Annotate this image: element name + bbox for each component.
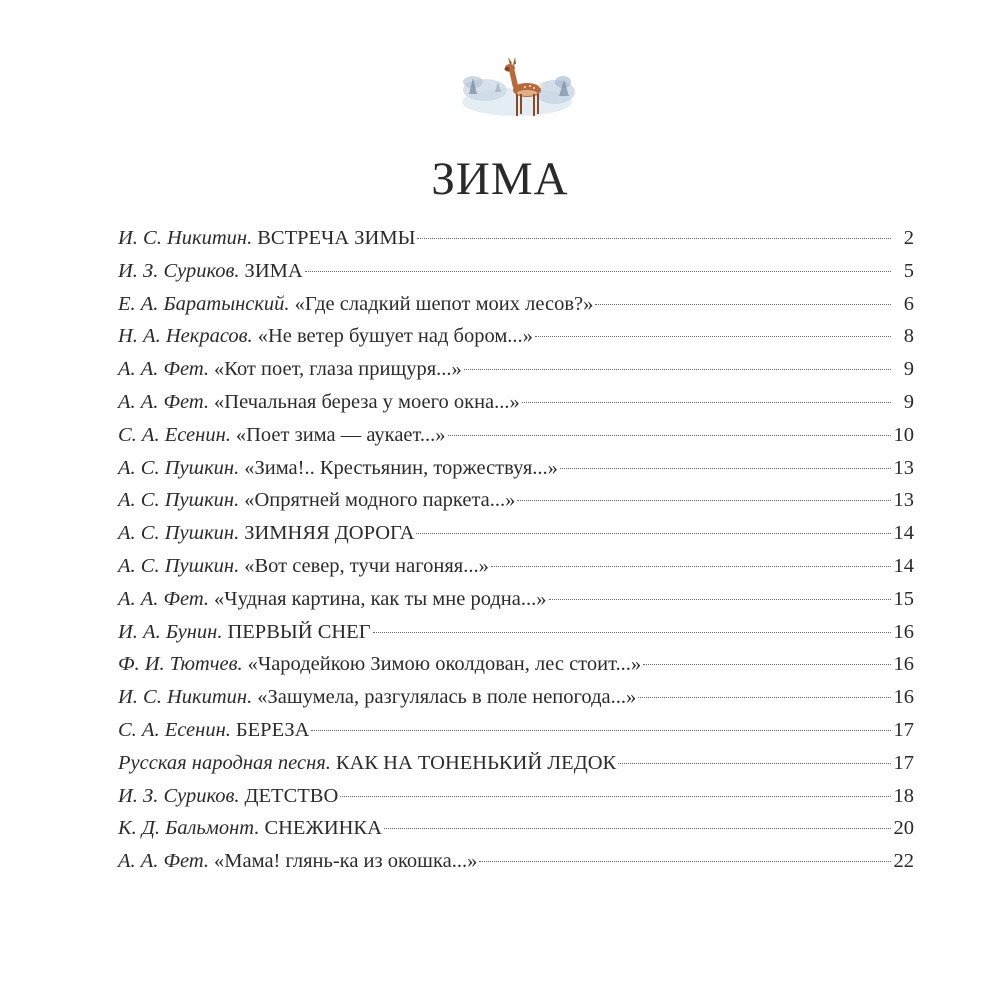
toc-work-title: ПЕРВЫЙ СНЕГ [227, 620, 371, 643]
toc-work-title: ВСТРЕЧА ЗИМЫ [257, 227, 416, 249]
toc-entry [118, 648, 914, 681]
toc-entry [118, 255, 914, 288]
toc-entry [118, 222, 914, 255]
toc-entry [118, 550, 914, 583]
dot-leader [416, 533, 890, 534]
toc-author: И. З. Суриков. [118, 259, 240, 282]
toc-work-title: «Кот поет, глаза прищуря...» [214, 358, 462, 381]
toc-entry [118, 583, 914, 616]
toc-work-title: «Чудная картина, как ты мне родна...» [214, 587, 547, 610]
dot-leader [417, 238, 891, 239]
dot-leader [464, 369, 891, 370]
toc-work-title: «Мама! глянь-ка из окошка...» [214, 850, 478, 873]
section-title: ЗИМА [431, 153, 569, 205]
toc-page-number: 15 [893, 587, 914, 610]
toc-author: А. С. Пушкин. [118, 554, 240, 577]
toc-entry [118, 616, 914, 649]
toc-page-number: 5 [903, 259, 914, 282]
toc-entry [118, 419, 914, 452]
dot-leader [522, 402, 891, 403]
toc-entry [118, 517, 914, 550]
toc-author: С. А. Есенин. [118, 423, 231, 446]
toc-author: Е. А. Баратынский. [118, 292, 290, 315]
toc-page-number: 10 [893, 423, 914, 446]
dot-leader [305, 271, 891, 272]
toc-page-number: 22 [893, 850, 914, 873]
toc-entry [118, 484, 914, 517]
dot-leader [311, 730, 890, 731]
dot-leader [618, 763, 890, 764]
dot-leader [638, 697, 890, 698]
dot-leader [479, 861, 890, 862]
toc-entry [118, 812, 914, 845]
dot-leader [517, 500, 890, 501]
dot-leader [643, 664, 890, 665]
dot-leader [549, 599, 891, 600]
toc-page-number: 9 [903, 390, 914, 413]
toc-page-number: 16 [893, 620, 914, 643]
toc-entry [118, 845, 914, 878]
dot-leader [373, 632, 891, 633]
toc-page-number: 20 [893, 817, 914, 840]
toc-page-number: 2 [903, 227, 914, 249]
toc-page-number: 9 [903, 358, 914, 381]
toc-work-title: «Не ветер бушует над бором...» [257, 325, 533, 348]
toc-entry [118, 681, 914, 714]
toc-author: К. Д. Бальмонт. [118, 817, 260, 840]
dot-leader [448, 435, 891, 436]
toc-work-title: «Поет зима — аукает...» [235, 423, 446, 446]
toc-entry [118, 714, 914, 747]
toc-work-title: ДЕТСТВО [244, 784, 339, 807]
toc-author: А. А. Фет. [118, 390, 210, 413]
toc-page-number: 18 [893, 784, 914, 807]
dot-leader [560, 468, 891, 469]
toc-author: И. З. Суриков. [118, 784, 240, 807]
toc-entry [118, 747, 914, 780]
toc-work-title: ЗИМНЯЯ ДОРОГА [244, 522, 415, 545]
toc-author: А. А. Фет. [118, 587, 210, 610]
toc-author: А. С. Пушкин. [118, 522, 240, 545]
toc-author: И. С. Никитин. [118, 227, 253, 249]
dot-leader [340, 796, 890, 797]
toc-author: А. А. Фет. [118, 850, 210, 873]
toc-author: А. С. Пушкин. [118, 489, 240, 512]
toc-work-title: «Зашумела, разгулялась в поле непогода...» [257, 686, 637, 709]
toc-work-title: «Чародейкою Зимою околдован, лес стоит...» [247, 653, 642, 676]
toc-author: Ф. И. Тютчев. [118, 653, 243, 676]
toc-work-title: СНЕЖИНКА [264, 817, 382, 840]
deer-in-snow-illustration [455, 52, 580, 122]
toc-author: Н. А. Некрасов. [118, 325, 253, 348]
toc-work-title: «Где сладкий шепот моих лесов?» [294, 292, 594, 315]
toc-page-number: 8 [903, 325, 914, 348]
toc-page-number: 14 [893, 554, 914, 577]
toc-page-number: 13 [893, 489, 914, 512]
toc-work-title: БЕРЕЗА [235, 718, 310, 741]
toc-author: А. А. Фет. [118, 358, 210, 381]
toc-entry [118, 353, 914, 386]
dot-leader [384, 828, 891, 829]
toc-page-number: 13 [893, 456, 914, 479]
dot-leader [535, 336, 891, 337]
toc-page-number: 17 [893, 718, 914, 741]
toc-author: С. А. Есенин. [118, 718, 231, 741]
toc-work-title: КАК НА ТОНЕНЬКИЙ ЛЕДОК [335, 751, 617, 774]
toc-author: А. С. Пушкин. [118, 456, 240, 479]
dot-leader [491, 566, 891, 567]
toc-work-title: «Зима!.. Крестьянин, торжествуя...» [244, 456, 558, 479]
toc-entry [118, 780, 914, 813]
toc-entry [118, 386, 914, 419]
toc-entry [118, 288, 914, 321]
toc-page-number: 17 [893, 751, 914, 774]
dot-leader [595, 304, 891, 305]
toc-page-number: 16 [893, 686, 914, 709]
toc-entry [118, 452, 914, 485]
toc-author: И. А. Бунин. [118, 620, 223, 643]
table-of-contents [118, 222, 914, 878]
toc-work-title: «Вот север, тучи нагоняя...» [244, 554, 489, 577]
toc-page-number: 6 [903, 292, 914, 315]
toc-work-title: «Опрятней модного паркета...» [244, 489, 516, 512]
toc-entry [118, 320, 914, 353]
toc-page-number: 16 [893, 653, 914, 676]
toc-work-title: ЗИМА [244, 259, 303, 282]
toc-page-number: 14 [893, 522, 914, 545]
toc-author: Русская народная песня. [118, 751, 331, 774]
toc-work-title: «Печальная береза у моего окна...» [214, 390, 520, 413]
toc-author: И. С. Никитин. [118, 686, 253, 709]
